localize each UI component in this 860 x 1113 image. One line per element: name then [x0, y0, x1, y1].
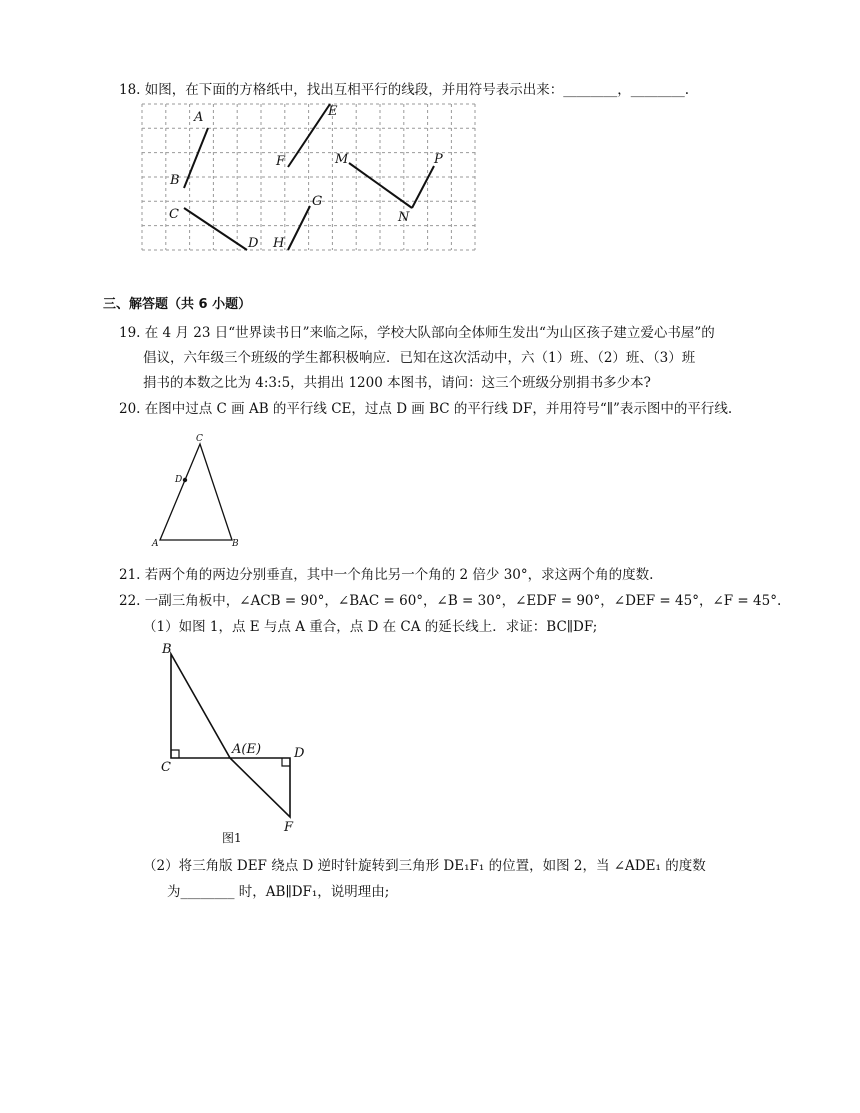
q22-part2-line1: （2）将三角版 DEF 绕点 D 逆时针旋转到三角形 DE₁F₁ 的位置，如图 2，当 ∠ADE₁ 的度数: [143, 858, 706, 874]
q22-part1: （1）如图 1，点 E 与点 A 重合，点 D 在 CA 的延长线上．求证：BC∥DF;: [143, 619, 598, 635]
grid-lines: [142, 104, 475, 250]
label-M: M: [335, 152, 349, 167]
label-H: H: [273, 236, 285, 251]
q22-text: 22. 一副三角板中，∠ACB = 90°，∠BAC = 60°，∠B = 30°，∠EDF = 90°，∠DEF = 45°，∠F = 45°.: [119, 593, 782, 609]
q20-text: 20. 在图中过点 C 画 AB 的平行线 CE，过点 D 画 BC 的平行线 DF，并用符号“∥”表示图中的平行线.: [119, 401, 733, 417]
q22-part2-line2: 为________ 时，AB∥DF₁，说明理由;: [167, 884, 390, 900]
label-B: B: [232, 539, 239, 549]
q19-line3: 捐书的本数之比为 4:3:5，共捐出 1200 本图书，请问：这三个班级分别捐书多少本?: [143, 375, 651, 391]
label-C: C: [169, 207, 179, 222]
label-C: C: [161, 760, 171, 775]
q20-triangle-figure: [150, 432, 245, 550]
q18-grid-figure: [142, 104, 476, 250]
segment-GH: [288, 206, 310, 250]
q19-line2: 倡议，六年级三个班级的学生都积极响应．已知在这次活动中，六（1）班、（2）班、（3）班: [143, 350, 696, 366]
label-G: G: [312, 194, 323, 209]
label-B: B: [170, 173, 180, 188]
label-D: D: [294, 746, 305, 761]
label-F: F: [284, 820, 294, 835]
label-A: A: [152, 539, 159, 549]
label-D: D: [248, 236, 259, 251]
section-title: 三、解答题（共 6 小题）: [103, 297, 252, 312]
q22-figure1: [158, 640, 318, 850]
label-F: F: [276, 154, 286, 169]
figure-caption: 图1: [222, 831, 242, 845]
label-D: D: [175, 475, 183, 485]
label-C: C: [196, 434, 203, 444]
point-D: [183, 478, 187, 482]
q19-line1: 19. 在 4 月 23 日“世界读书日”来临之际，学校大队部向全体师生发出“为山区孩子建立爱心书屋”的: [119, 325, 715, 341]
q18-text: 18. 如图，在下面的方格纸中，找出互相平行的线段，并用符号表示出来：________，________.: [119, 82, 690, 98]
label-N: N: [398, 210, 410, 225]
label-A-E: A(E): [232, 742, 262, 757]
label-P: P: [434, 152, 443, 167]
q21-text: 21. 若两个角的两边分别垂直，其中一个角比另一个角的 2 倍少 30°，求这两个角的度数.: [119, 567, 654, 583]
segment-AB: [184, 128, 208, 188]
label-A: A: [194, 110, 204, 125]
segment-EF: [288, 104, 330, 167]
label-B: B: [162, 642, 172, 657]
label-E: E: [328, 104, 338, 119]
